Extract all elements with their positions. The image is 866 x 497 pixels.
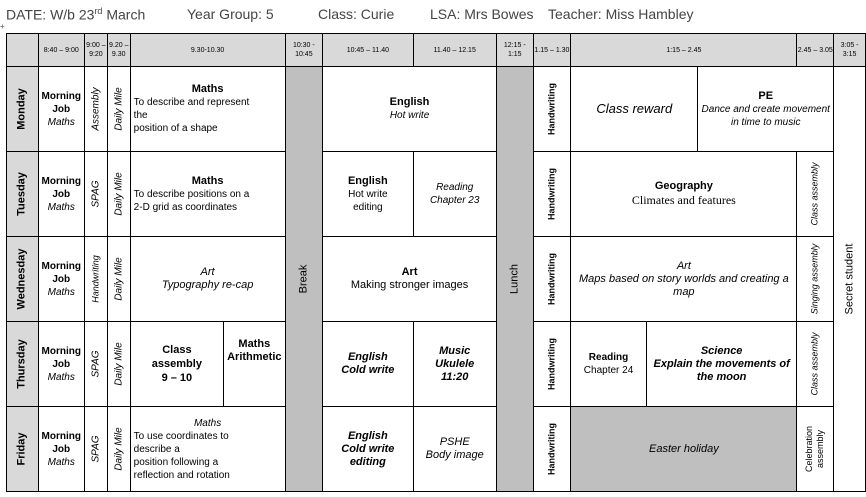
day-row-friday bbox=[7, 407, 866, 492]
slot-class-assembly: Class assembly bbox=[797, 152, 834, 237]
lesson-class-reward: Class reward bbox=[571, 67, 698, 152]
day-label-thursday: Thursday bbox=[7, 322, 39, 407]
lesson-english: English Cold write bbox=[323, 322, 413, 407]
time-slot: 3:05 - 3:15 bbox=[834, 34, 866, 67]
slot-spag: SPAG bbox=[84, 322, 107, 407]
time-slot: 10:45 – 11.40 bbox=[323, 34, 413, 67]
day-label-tuesday: Tuesday bbox=[7, 152, 39, 237]
lesson-art-typography: Art Typography re-cap bbox=[130, 237, 285, 322]
lesson-geography: Geography Climates and features bbox=[571, 152, 797, 237]
lesson-maths: Maths To describe and represent the position of a shape bbox=[130, 67, 285, 152]
timetable bbox=[6, 33, 866, 492]
slot-spag: SPAG bbox=[84, 152, 107, 237]
slot-handwriting: Handwriting bbox=[533, 152, 571, 237]
secret-student-column: Secret student bbox=[834, 67, 866, 492]
lesson-pshe: PSHE Body image bbox=[413, 407, 496, 492]
day-row-tuesday bbox=[7, 152, 866, 237]
lesson-english: English Hot write editing bbox=[323, 152, 413, 237]
slot-spag: SPAG bbox=[84, 407, 107, 492]
lesson-pe: PE Dance and create movement in time to music bbox=[698, 67, 834, 152]
year-group-label: Year Group: 5 bbox=[187, 6, 274, 22]
time-slot: 9.30-10.30 bbox=[130, 34, 285, 67]
slot-daily-mile: Daily Mile bbox=[107, 152, 130, 237]
lesson-class-assembly: Class assembly 9 – 10 bbox=[130, 322, 223, 407]
lesson-science: Science Explain the movements of the moon bbox=[646, 322, 797, 407]
slot-celebration-assembly: Celebration assembly bbox=[797, 407, 834, 492]
lesson-english: English Hot write bbox=[323, 67, 497, 152]
lunch-column: Lunch bbox=[496, 67, 533, 492]
day-row-thursday bbox=[7, 322, 866, 407]
morning-job-cell: Morning Job Maths bbox=[38, 67, 84, 152]
day-row-monday bbox=[7, 67, 866, 152]
day-label-friday: Friday bbox=[7, 407, 39, 492]
slot-daily-mile: Daily Mile bbox=[107, 67, 130, 152]
break-column: Break bbox=[285, 67, 323, 492]
time-slot: 11.40 – 12.15 bbox=[413, 34, 496, 67]
lesson-music: Music Ukulele 11:20 bbox=[413, 322, 496, 407]
morning-job-cell: Morning Job Maths bbox=[38, 237, 84, 322]
slot-daily-mile: Daily Mile bbox=[107, 322, 130, 407]
slot-handwriting-am: Handwriting bbox=[84, 237, 107, 322]
time-header-row bbox=[7, 34, 866, 67]
lesson-maths-arithmetic: Maths Arithmetic bbox=[224, 322, 285, 407]
lesson-english: English Cold write editing bbox=[323, 407, 413, 492]
slot-class-assembly: Class assembly bbox=[797, 322, 834, 407]
lesson-reading: Reading Chapter 24 bbox=[571, 322, 647, 407]
lesson-maths: Maths To describe positions on a 2-D grid as coordinates bbox=[130, 152, 285, 237]
lesson-art-maps: Art Maps based on story worlds and creating a map bbox=[571, 237, 797, 322]
morning-job-cell: Morning Job Maths bbox=[38, 152, 84, 237]
lsa-label: LSA: Mrs Bowes bbox=[430, 6, 534, 22]
slot-singing-assembly: Singing assembly bbox=[797, 237, 834, 322]
slot-daily-mile: Daily Mile bbox=[107, 237, 130, 322]
day-label-wednesday: Wednesday bbox=[7, 237, 39, 322]
lesson-art-images: Art Making stronger images bbox=[323, 237, 497, 322]
lesson-maths: Maths To use coordinates to describe a position following a reflection and rotation bbox=[130, 407, 285, 492]
time-slot: 2.45 – 3.05 bbox=[797, 34, 834, 67]
easter-holiday-block: Easter holiday bbox=[571, 407, 797, 492]
corner-cell bbox=[7, 34, 39, 67]
slot-assembly: Assembly bbox=[84, 67, 107, 152]
morning-job-cell: Morning Job Maths bbox=[38, 322, 84, 407]
morning-job-cell: Morning Job Maths bbox=[38, 407, 84, 492]
teacher-label: Teacher: Miss Hambley bbox=[548, 6, 694, 22]
slot-handwriting: Handwriting bbox=[533, 322, 571, 407]
slot-daily-mile: Daily Mile bbox=[107, 407, 130, 492]
day-label-monday: Monday bbox=[7, 67, 39, 152]
time-slot: 8:40 – 9:00 bbox=[38, 34, 84, 67]
table-move-handle[interactable]: + bbox=[0, 22, 5, 31]
slot-handwriting: Handwriting bbox=[533, 407, 571, 492]
slot-handwriting: Handwriting bbox=[533, 237, 571, 322]
class-label: Class: Curie bbox=[318, 6, 395, 22]
date-label: DATE: W/b 23rd March bbox=[6, 6, 146, 23]
lesson-reading: Reading Chapter 23 bbox=[413, 152, 496, 237]
slot-handwriting: Handwriting bbox=[533, 67, 571, 152]
time-slot: 10:30 - 10:45 bbox=[285, 34, 323, 67]
time-slot: 9.20 – 9.30 bbox=[107, 34, 130, 67]
time-slot: 1:15 – 2.45 bbox=[571, 34, 797, 67]
time-slot: 12:15 - 1:15 bbox=[496, 34, 533, 67]
time-slot: 9:00 – 9:20 bbox=[84, 34, 107, 67]
day-row-wednesday bbox=[7, 237, 866, 322]
time-slot: 1.15 – 1.30 bbox=[533, 34, 571, 67]
